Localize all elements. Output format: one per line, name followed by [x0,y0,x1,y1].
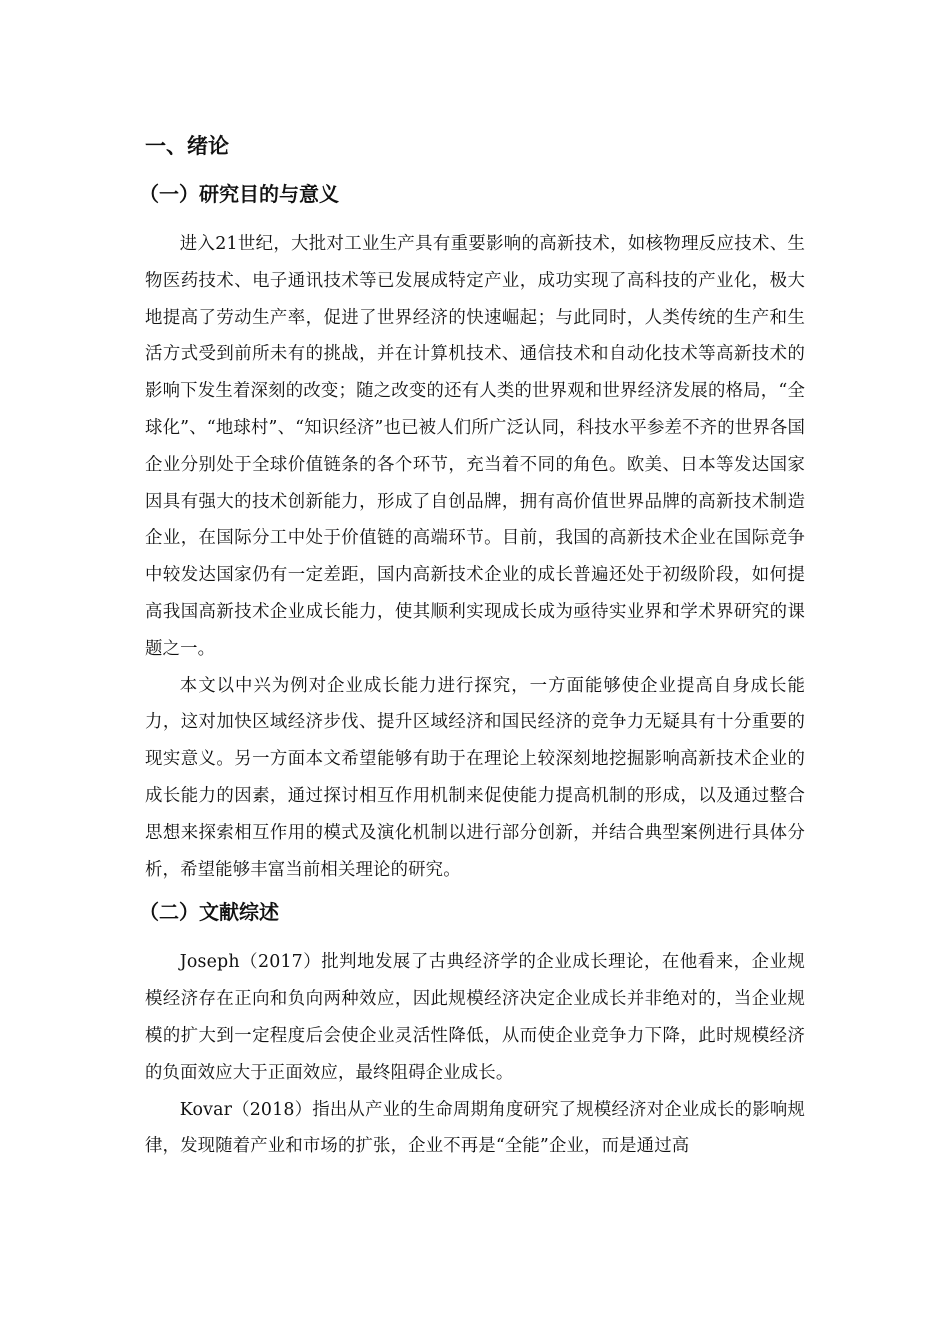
paragraph: 进入21世纪，大批对工业生产具有重要影响的高新技术，如核物理反应技术、生物医药技术、电子通讯技术等已发展成特定产业，成功实现了高科技的产业化，极大地提高了劳动生产率，促进了世界经济的快速崛起；与此同时，人类传统的生产和生活方式受到前所未有的挑战，并在计算机技术、通信技术和自动化技术等高新技术的影响下发生着深刻的改变；随之改变的还有人类的世界观和世界经济发展的格局，“全球化”、“地球村”、“知识经济”也已被人们所广泛认同，科技水平参差不齐的世界各国企业分别处于全球价值链条的各个环节，充当着不同的角色。欧美、日本等发达国家因具有强大的技术创新能力，形成了自创品牌，拥有高价值世界品牌的高新技术制造企业，在国际分工中处于价值链的高端环节。目前，我国的高新技术企业在国际竞争中较发达国家仍有一定差距，国内高新技术企业的成长普遍还处于初级阶段，如何提高我国高新技术企业成长能力，使其顺利实现成长成为亟待实业界和学术界研究的课题之一。 [145,234,805,659]
chapter-title: 一、绪论 [145,134,229,158]
paragraph: Joseph（2017）批判地发展了古典经济学的企业成长理论，在他看来，企业规模经济存在正向和负向两种效应，因此规模经济决定企业成长并非绝对的，当企业规模的扩大到一定程度后会使企业灵活性降低，从而使企业竞争力下降，此时规模经济的负面效应大于正面效应，最终阻碍企业成长。 [145,952,805,1083]
section-research-purpose [139,176,805,888]
paragraph: 本文以中兴为例对企业成长能力进行探究，一方面能够使企业提高自身成长能力，这对加快区域经济步伐、提升区域经济和国民经济的竞争力无疑具有十分重要的现实意义。另一方面本文希望能够有助于在理论上较深刻地挖掘影响高新技术企业的成长能力的因素，通过探讨相互作用机制来促使能力提高机制的形成，以及通过整合思想来探索相互作用的模式及演化机制以进行部分创新，并结合典型案例进行具体分析，希望能够丰富当前相关理论的研究。 [145,675,805,880]
section-literature-review [139,894,805,1165]
paragraph: Kovar（2018）指出从产业的生命周期角度研究了规模经济对企业成长的影响规律，发现随着产业和市场的扩张，企业不再是“全能”企业，而是通过高 [145,1099,805,1157]
document-page [139,128,805,1165]
section-title: （二）文献综述 [139,900,279,925]
section-title: （一）研究目的与意义 [139,182,339,206]
